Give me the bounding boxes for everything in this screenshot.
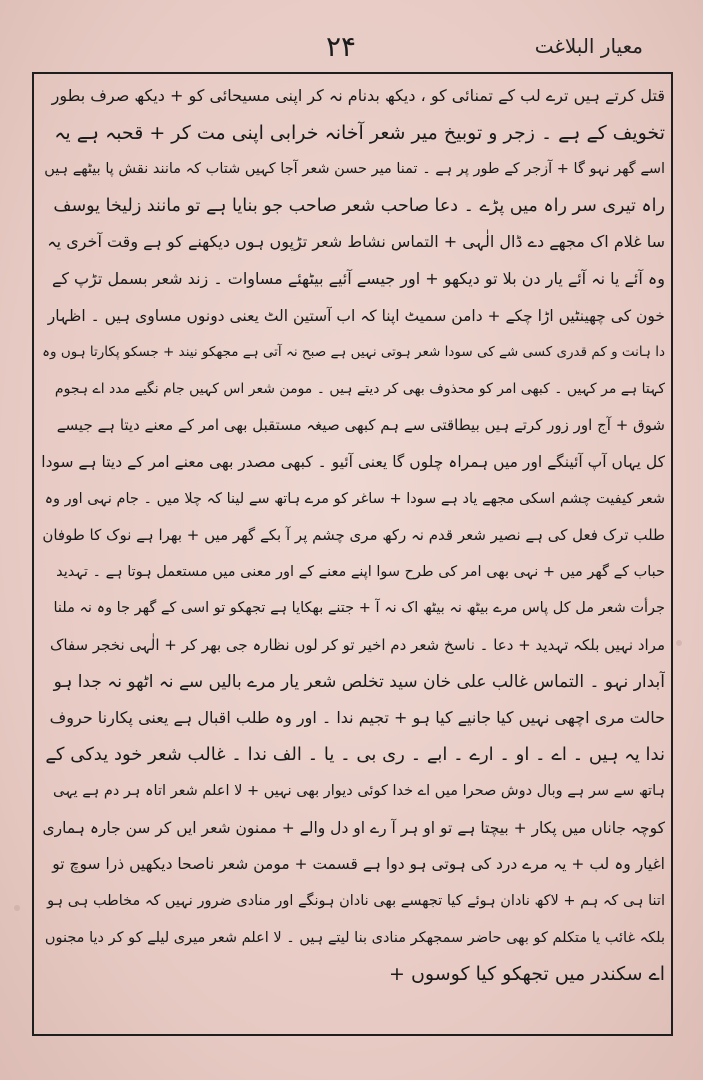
text-line: مراد نہیں بلکہ تہدید + دعا ۔ ناسخ شعر دم اخیر تو کر لوں نظارہ جی بھر کر + الٰہی نخجر سفاک — [49, 635, 665, 654]
text-line: راہ تیری سر راہ میں پڑے ۔ دعا صاحب شعر صاحب جو بنایا ہے تو مانند زلیخا یوسف — [53, 195, 665, 216]
text-line: بلکہ غائب یا متکلم کو بھی حاضر سمجھکر منادی بنا لیتے ہیں ۔ لا اعلم شعر میری لیلے کو کر دیا مجنوں — [44, 929, 665, 946]
text-line: قتل کرتے ہیں ترے لب کے تمنائی کو ، دیکھ بدنام نہ کر اپنی مسیحائی کو + دیکھ صرف بطور — [51, 86, 665, 105]
text-line: طلب ترک فعل کی ہے نصیر شعر قدم نہ رکھ مری چشم پر آ بکے گھر میں + بھرا ہے نوک کا طوفان — [42, 526, 665, 545]
text-line: جرأت شعر مل کل پاس مرے بیٹھ نہ بیٹھ اک نہ آ + جتنے بھکایا ہے تجھکو تو اسی کے گھر جا وہ نہ ملنا — [53, 600, 665, 617]
text-line: شوق + آج اور زور کرتے ہیں بیطاقتی سے ہم کبھی صیغہ مستقبل بھی امر کے معنے دیتا ہے جیسے — [56, 416, 665, 435]
text-line: اغیار وہ لب + یہ مرے درد کی ہوتی ہو دوا ہے قسمت + مومن شعر ناصحا دیکھیں ذرا سوچ تو — [52, 855, 665, 874]
text-line: ندا یہ ہیں ۔ اے ۔ او ۔ ارے ۔ ابے ۔ ری بی ۔ یا ۔ الف ندا ۔ غالب شعر خود یدکی کے — [45, 743, 665, 765]
paper-spot — [676, 640, 682, 646]
running-title: معیار البلاغت — [534, 34, 643, 58]
text-line: اتنا ہی کہ ہم + لاکھ نادان ہوئے کیا تجھسے بھی نادان ہونگے اور منادی ضرور نہیں کہ مخاطب ہی ہو — [47, 893, 665, 910]
text-line: حالت مری اچھی نہیں کیا جانیے کیا ہو + تجیم ندا ۔ اور وہ طلب اقبال ہے یعنی پکارنا حروف — [49, 708, 665, 728]
text-line: کوچہ جاناں میں پکار + بیچتا ہے تو او ہر آ رے او دل والے + ممنون شعر ایں کر سن جارہ ہماری — [42, 818, 665, 837]
text-line: اے سکندر میں تجھکو کیا کوسوں + — [389, 963, 665, 986]
page-header — [30, 30, 673, 70]
text-line: حباب کے گھر میں + نہی بھی امر کی طرح سوا اپنے معنے کے اور معنی میں مستعمل ہوتا ہے ۔ تہدید — [56, 563, 665, 580]
text-line: سا غلام اک مجھے دے ڈال الٰہی + التماس نشاط شعر تڑپوں ہوں دیکھنے کو ہے وقت آخری یہ — [47, 232, 665, 252]
text-line: کہتا ہے مر کہیں ۔ کبھی امر کو محذوف بھی کر دیتے ہیں ۔ مومن شعر اس کہیں جام نگیے مدد اے ہجوم — [54, 380, 665, 397]
text-line: اسے گھر نہو گا + آزجر کے طور پر ہے ۔ تمنا میر حسن شعر آجا کہیں شتاب کہ مانند نقش پا بیٹھے ہیں — [44, 161, 665, 178]
text-line: ہاتھ سے سر ہے وبال دوش صحرا میں اے خدا کوئی دیوار بھی نہیں + لا اعلم شعر اتاہ ہر دم ہے یہی — [53, 783, 665, 800]
text-line: تخویف کے ہے ۔ زجر و توبیخ میر شعر آخانہ خرابی اپنی مت کر + قحبہ ہے یہ — [54, 121, 665, 144]
text-line: آبدار نہو ۔ التماس غالب علی خان سید تخلص شعر یار مرے بالیں سے نہ اٹھو نہ جدا ہو — [53, 671, 665, 692]
text-line: وہ آئے یا نہ آئے یار دن بلا تو دیکھو + اور جیسے آئیے بیٹھئے مساوات ۔ زند شعر بسمل تڑپ کے — [51, 268, 665, 288]
text-line: دا ہانت و کم قدری کسی شے کی سودا شعر ہوتی نہیں ہے صبح نہ آتی ہے مجھکو نیند + جسکو پکارتا ہوں وہ — [42, 344, 665, 361]
text-line: خون کی چھینٹیں اڑا چکے + دامن سمیٹ اپنا کہ اب آستین الٹ یعنی دونوں مساوی ہیں ۔ اظہار — [47, 306, 665, 325]
page-number: ۲۴ — [326, 30, 357, 63]
paper-spot — [14, 905, 20, 911]
text-line: شعر کیفیت چشم اسکی مجھے یاد ہے سودا + ساغر کو مرے ہاتھ سے لینا کہ چلا میں ۔ جام نہی اور وہ — [44, 490, 665, 507]
body-text — [40, 78, 665, 993]
text-line: کل یہاں آپ آئینگے اور میں ہمراہ چلوں گا یعنی آئیو ۔ کبھی مصدر بھی معنے امر کے دیتا ہے سودا — [41, 452, 665, 471]
